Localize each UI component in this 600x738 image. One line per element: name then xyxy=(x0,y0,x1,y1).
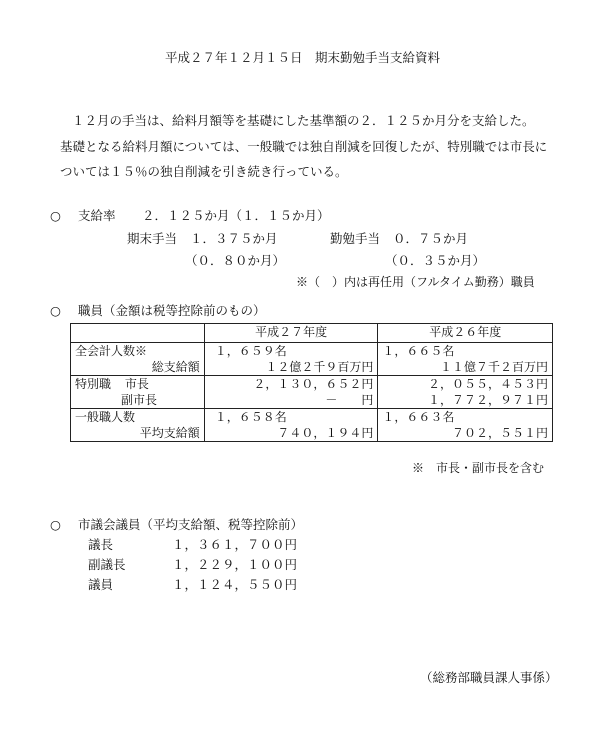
council-heading: 市議会議員（平均支給額、税等控除前） xyxy=(78,517,304,532)
table-row xyxy=(71,409,553,442)
paragraph-2: 基礎となる給料月額については、一般職では独自削減を回復したが、特別職では市長に xyxy=(60,139,548,154)
all-2015-total: １２億２千９百万円 xyxy=(265,360,374,374)
table-row xyxy=(71,376,553,409)
staff-heading: 職員（金額は税等控除前のもの） xyxy=(78,303,266,318)
all-2014-total: １１億７千２百万円 xyxy=(439,360,548,374)
special-label: 特別職 xyxy=(75,377,112,391)
rate-total: ２．１２５か月（１．１５か月） xyxy=(142,208,330,223)
cell-2015-all xyxy=(204,343,378,376)
rate-note: ※（ ）内は再任用（フルタイム勤務）職員 xyxy=(296,275,535,289)
kimatsu-value: １．３７５か月 xyxy=(190,231,278,246)
general-count-label: 一般職人数 xyxy=(75,410,136,424)
mayor-label: 市長 xyxy=(124,377,149,391)
bullet-icon: ○ xyxy=(50,208,61,223)
council-item-value: １，３６１，７００円 xyxy=(172,537,298,552)
header-2014: 平成２６年度 xyxy=(378,324,553,343)
footer-department: （総務部職員課人事係） xyxy=(420,670,558,685)
cell-2014-all xyxy=(378,343,553,376)
bullet-icon: ○ xyxy=(50,517,61,532)
staff-table xyxy=(70,323,553,442)
row-label-special xyxy=(71,376,205,409)
table-header-row xyxy=(71,324,553,343)
all-2015-count: １，６５９名 xyxy=(214,344,287,358)
kimatsu-paren: （０．８０か月） xyxy=(185,253,286,268)
general-2014-avg: ７０２，５５１円 xyxy=(451,426,548,440)
cell-2014-special xyxy=(378,376,553,409)
kinben-value: ０．７５か月 xyxy=(393,231,469,246)
kinben-label: 勤勉手当 xyxy=(330,231,381,246)
paragraph-3: ついては１５％の独自削減を引き続き行っている。 xyxy=(60,164,348,179)
row-label-general xyxy=(71,409,205,442)
vice-mayor-label: 副市長 xyxy=(121,393,158,407)
general-2015-avg: ７４０，１９４円 xyxy=(277,426,374,440)
rate-label: 支給率 xyxy=(78,208,116,223)
staff-note: ※ 市長・副市長を含む xyxy=(412,461,545,475)
header-2015: 平成２７年度 xyxy=(204,324,378,343)
cell-2015-general xyxy=(204,409,378,442)
council-item-label: 議長 xyxy=(88,537,114,552)
kimatsu-label: 期末手当 xyxy=(127,231,178,246)
kinben-paren: （０．３５か月） xyxy=(385,253,486,268)
cell-2014-general xyxy=(378,409,553,442)
page-title: 平成２７年１２月１５日 期末勤勉手当支給資料 xyxy=(165,50,441,65)
all-count-label: 全会計人数※ xyxy=(75,344,148,358)
general-2014-count: １，６６３名 xyxy=(382,410,455,424)
council-item-label: 議員 xyxy=(88,577,114,592)
special-label-line xyxy=(75,376,200,392)
table-row xyxy=(71,343,553,376)
general-avg-label: 平均支給額 xyxy=(139,426,200,440)
cell-2015-special xyxy=(204,376,378,409)
vice-mayor-2015: － 円 xyxy=(325,393,374,407)
row-label-all xyxy=(71,343,205,376)
mayor-2014: ２，０５５，４５３円 xyxy=(427,377,548,391)
bullet-icon: ○ xyxy=(50,303,61,318)
council-item-label: 副議長 xyxy=(88,557,126,572)
paragraph-1: １２月の手当は、給料月額等を基礎にした基準額の２．１２５か月分を支給した。 xyxy=(72,113,535,128)
vice-mayor-2014: １，７７２，９７１円 xyxy=(427,393,548,407)
mayor-2015: ２，１３０，６５２円 xyxy=(253,377,374,391)
all-total-label: 総支給額 xyxy=(151,360,200,374)
header-empty xyxy=(71,324,205,343)
council-item-value: １，１２４，５５０円 xyxy=(172,577,298,592)
all-2014-count: １，６６５名 xyxy=(382,344,455,358)
council-item-value: １，２２９，１００円 xyxy=(172,557,298,572)
general-2015-count: １，６５８名 xyxy=(214,410,287,424)
